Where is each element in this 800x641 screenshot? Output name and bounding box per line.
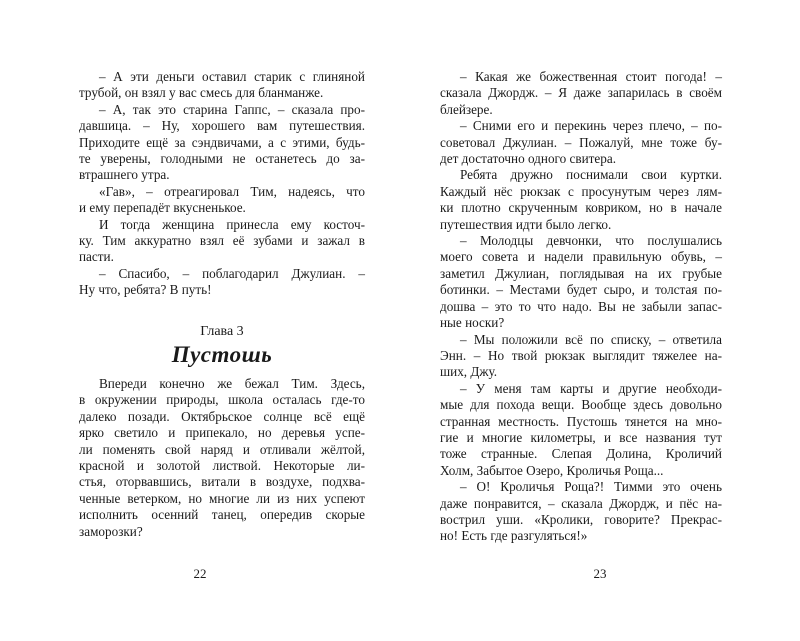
chapter-body-text [79, 376, 365, 540]
text-line: далеко позади. Октябрьское солнце всё ещё [79, 408, 365, 424]
text-line: Энн. – Но твой рюкзак выглядит тяжелее на- [440, 347, 722, 363]
text-line: в окружении природы, школа осталась где-то [79, 392, 365, 408]
text-line: сказала Джордж. – Я даже запарилась в своём [440, 85, 722, 101]
text-line: ченные ветерком, но многие ли из них успеют [79, 490, 365, 506]
text-line: – О! Кроличья Роща?! Тимми это очень [460, 479, 722, 495]
text-line: – Спасибо, – поблагодарил Джулиан. – [99, 265, 365, 281]
text-line: Ребята дружно поснимали свои куртки. [460, 167, 722, 183]
text-line: гие и многие километры, и все названия тут [440, 429, 722, 445]
text-line: заметил Джулиан, поглядывая на их грубые [440, 265, 722, 281]
text-line: советовал Джулиан. – Пожалуй, мне тоже бу- [440, 134, 722, 150]
chapter-number: Глава 3 [200, 324, 244, 339]
page-number: 22 [193, 566, 207, 581]
text-line: красной и золотой листвой. Некоторые ли- [79, 458, 365, 474]
text-line: и ему перепадёт вкусненькое. [79, 200, 246, 216]
text-line: – Сними его и перекинь через плечо, – по- [460, 118, 722, 134]
text-line: ботинки. – Местами будет сыро, и толстая по- [440, 282, 722, 298]
paragraph [79, 184, 365, 217]
text-line: Холм, Забытое Озеро, Кроличья Роща... [440, 462, 664, 478]
paragraph [440, 479, 722, 545]
text-line: дет достаточно одного свитера. [440, 151, 617, 167]
paragraph [440, 69, 722, 118]
text-line: – Мы положили всё по списку, – ответила [460, 331, 722, 347]
text-line: трубой, он взял у вас смесь для бланманже. [79, 85, 324, 101]
paragraph [440, 332, 722, 381]
text-line: ярко светило и припекало, но деревья успе- [79, 425, 365, 441]
paragraph [79, 376, 365, 540]
text-line: тоже странные. Слепая Долина, Кроличий [440, 446, 722, 462]
text-line: ки плотно скрученным ковриком, но в начале [440, 200, 722, 216]
text-line: – Какая же божественная стоит погода! – [460, 69, 722, 84]
page-number: 23 [593, 566, 607, 581]
paragraph [440, 118, 722, 167]
text-line: – А, так это старина Гаппс, – сказала про- [99, 101, 365, 117]
text-line: Приходите ещё за сэндвичами, а с этими, будь- [79, 134, 365, 150]
text-line: Каждый нёс рюкзак с просунутым через лям- [440, 183, 722, 199]
paragraph [79, 217, 365, 266]
text-line: вострил уши. «Кролики, говорите? Прекрас- [440, 511, 722, 527]
paragraph [79, 266, 365, 299]
text-line: путешествия идти было легко. [440, 216, 612, 232]
text-line: давшица. – Ну, хорошего вам путешествия. [79, 118, 365, 134]
text-line: втрашнего утра. [79, 167, 170, 183]
right-page [400, 0, 800, 641]
left-top-text [79, 69, 365, 299]
paragraph [440, 381, 722, 479]
text-line: но! Есть где разгуляться!» [440, 528, 588, 544]
text-line: – Молодцы девчонки, что послушались [460, 233, 722, 249]
text-line: блейзере. [440, 101, 493, 117]
paragraph [79, 69, 365, 102]
text-line: Впереди конечно же бежал Тим. Здесь, [99, 376, 365, 391]
text-line: ших, Джу. [440, 364, 498, 380]
paragraph [79, 102, 365, 184]
text-line: И тогда женщина принесла ему косточ- [99, 216, 365, 232]
text-line: пасти. [79, 249, 114, 265]
text-line: – У меня там карты и другие необходи- [460, 380, 722, 396]
text-line: странная местность. Пустошь тянется на мно- [440, 413, 722, 429]
text-line: заморозки? [79, 523, 143, 539]
paragraph [440, 233, 722, 331]
text-line: ку. Тим аккуратно взял её зубами и зажал в [79, 233, 365, 249]
text-line: ные носки? [440, 315, 505, 331]
chapter-title: Пустошь [171, 342, 273, 367]
text-line: те уверены, голодными не останетесь до за- [79, 151, 365, 167]
text-line: Ну что, ребята? В путь! [79, 282, 212, 298]
text-line: дошва – это то что надо. Вы не забыли запас- [440, 298, 722, 314]
text-line: «Гав», – отреагировал Тим, надеясь, что [99, 183, 365, 199]
text-line: исполнить осенний танец, опередив скорые [79, 507, 365, 523]
text-line: ли поменять свой наряд и отливали жёлтой, [79, 441, 365, 457]
text-line: даже понравится, – сказала Джордж, и пёс на- [440, 495, 722, 511]
text-line: стья, оторвавшись, витали в воздухе, подхва- [79, 474, 365, 490]
paragraph [440, 167, 722, 233]
right-text [440, 69, 722, 545]
text-line: – А эти деньги оставил старик с глиняной [99, 69, 365, 84]
text-line: моего совета и надели правильную обувь, – [440, 249, 722, 265]
text-line: мые для похода вещи. Вообще здесь довольно [440, 397, 722, 413]
